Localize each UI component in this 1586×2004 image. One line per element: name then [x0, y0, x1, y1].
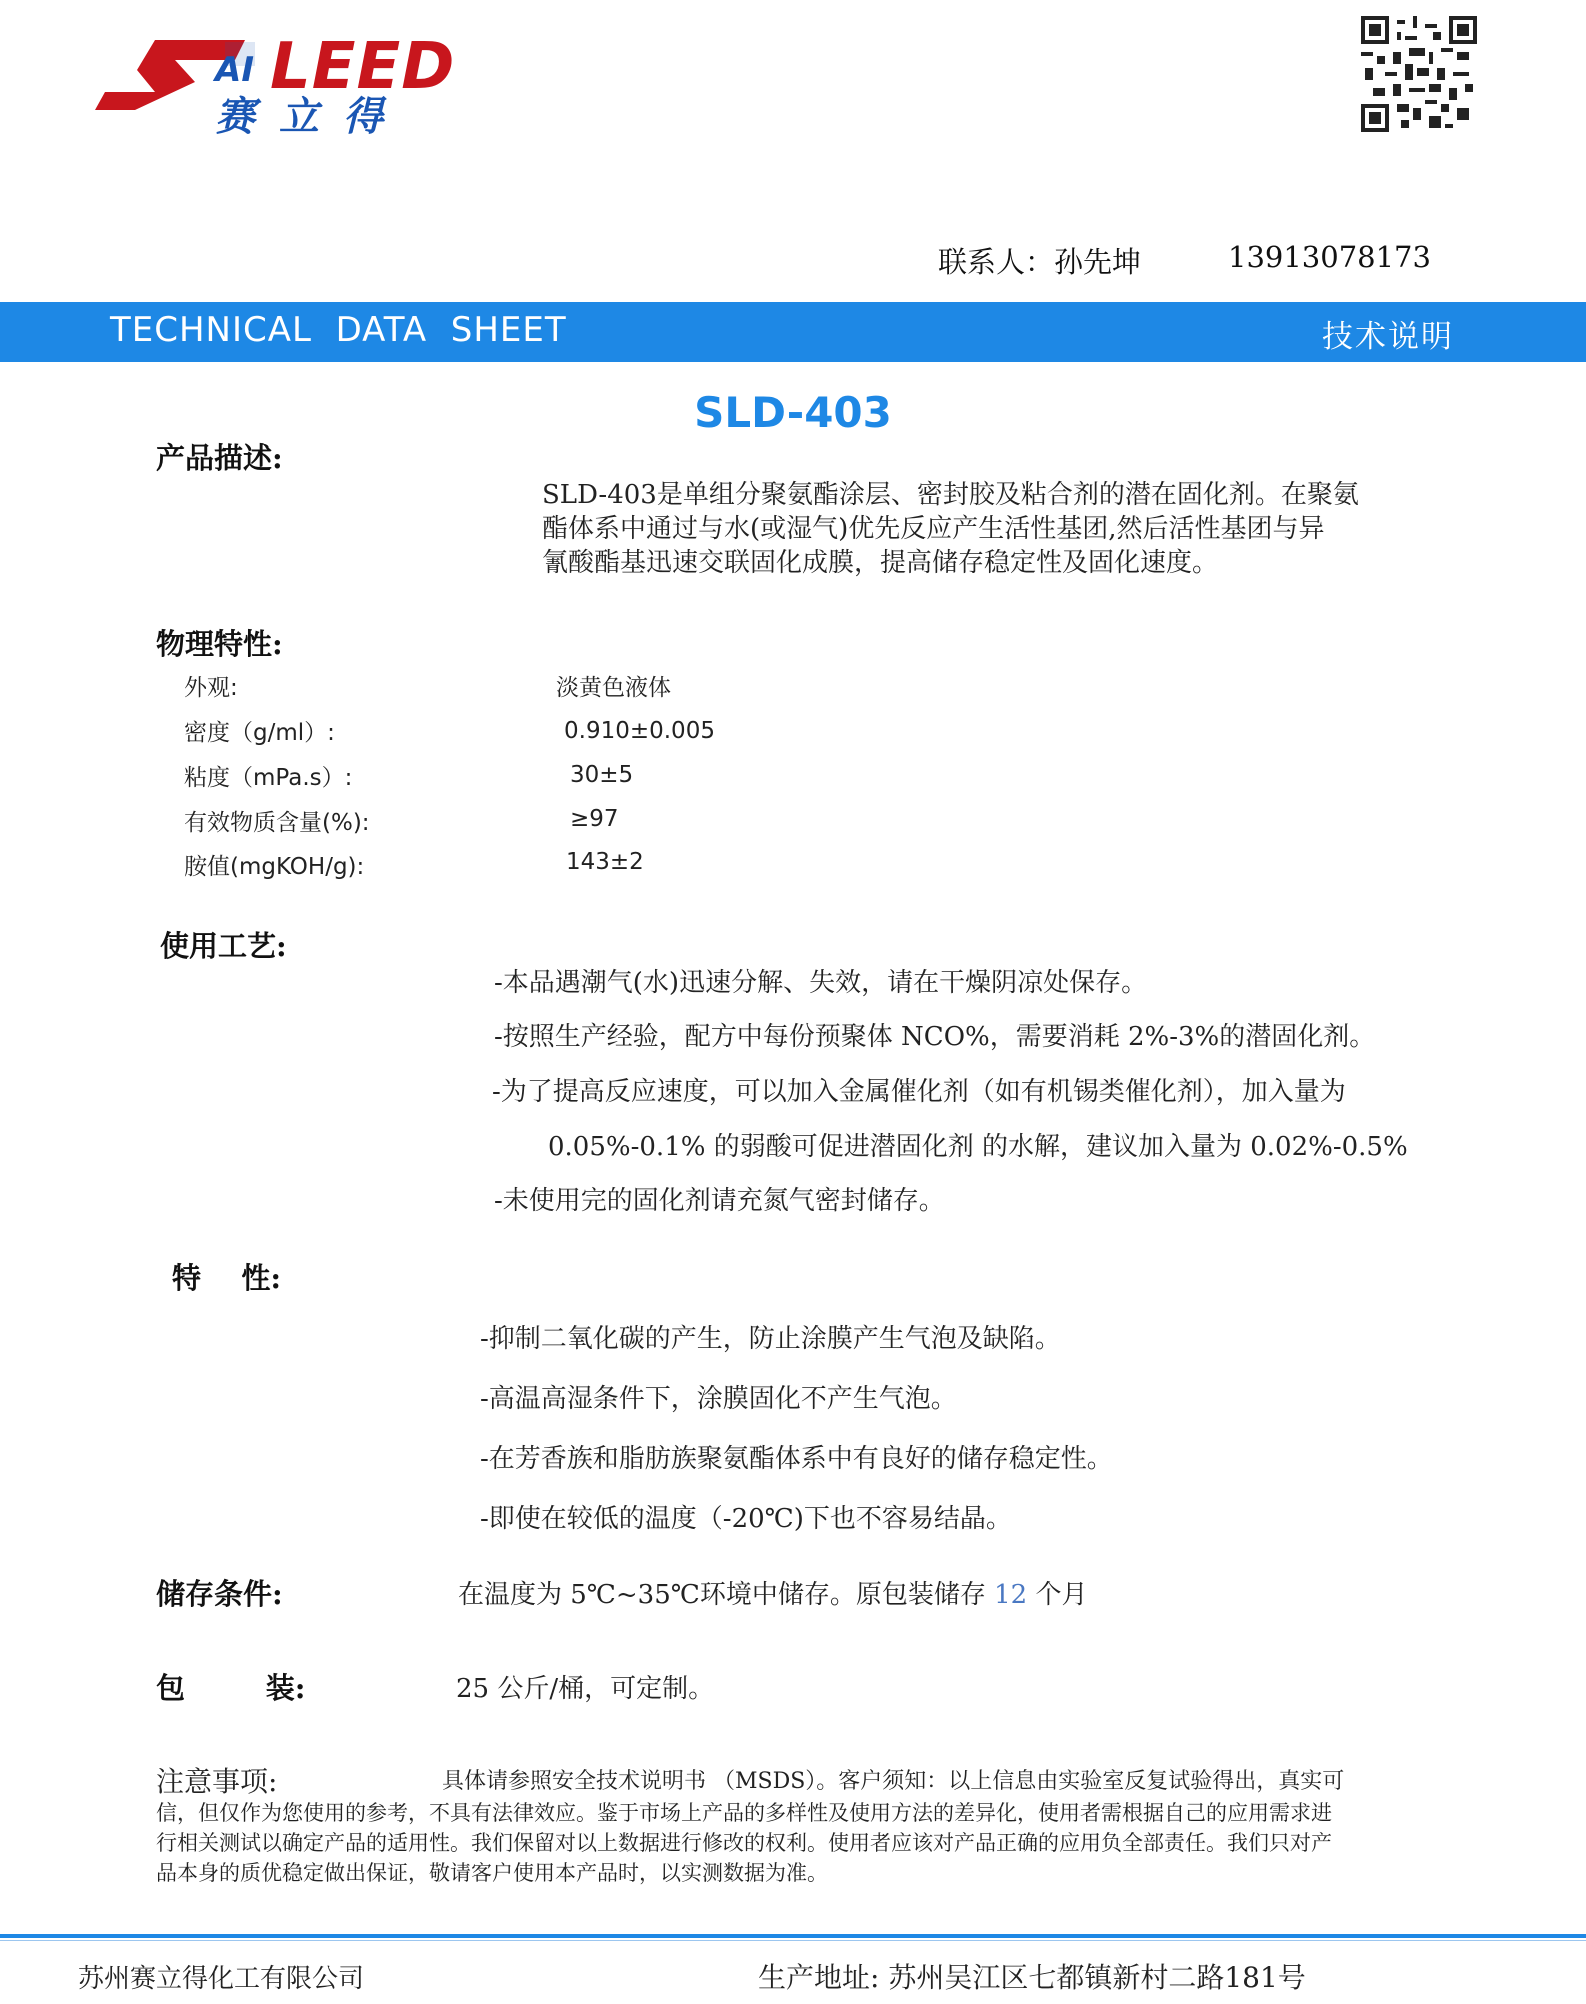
property-value: ≥97 — [570, 806, 619, 832]
footer-company: 苏州赛立得化工有限公司 — [78, 1964, 365, 1994]
feature-line: -抑制二氧化碳的产生，防止涂膜产生气泡及缺陷。 — [480, 1324, 1061, 1354]
feature-line: -即使在较低的温度（-20℃)下也不容易结晶。 — [480, 1504, 1012, 1534]
banner-subtitle: 技术说明 — [1322, 319, 1454, 355]
notice-line: 品本身的质优稳定做出保证，敬请客户使用本产品时，以实测数据为准。 — [156, 1861, 828, 1885]
description-body — [542, 478, 1359, 580]
notice-first-line: 具体请参照安全技术说明书 （MSDS）。客户须知：以上信息由实验室反复试验得出，真实可 — [442, 1769, 1345, 1794]
property-label: 有效物质含量(%): — [184, 810, 370, 836]
contact-person: 联系人：孙先坤 — [938, 245, 1142, 279]
process-line: -本品遇潮气(水)迅速分解、失效，请在干燥阴凉处保存。 — [494, 968, 1148, 998]
footer-divider-thin — [0, 1940, 1586, 1941]
property-label: 密度（g/ml）: — [184, 720, 335, 746]
notice-line: 信，但仅作为您使用的参考，不具有法律效应。鉴于市场上产品的多样性及使用方法的差异化，使用者需根据自己的应用需求进 — [156, 1801, 1332, 1825]
notice-body — [156, 1798, 1502, 1888]
description-heading: 产品描述: — [156, 441, 283, 475]
description-line: 氰酸酯基迅速交联固化成膜，提高储存稳定性及固化速度。 — [542, 548, 1219, 578]
property-value: 30±5 — [570, 762, 634, 788]
storage-text-a: 在温度为 5℃~35℃环境中储存。原包装储存 — [458, 1580, 995, 1610]
packaging-heading: 包 装: — [156, 1671, 306, 1705]
logo-chinese: 赛立得 — [215, 94, 407, 140]
feature-line: -高温高湿条件下，涂膜固化不产生气泡。 — [480, 1384, 957, 1414]
property-label: 粘度（mPa.s）: — [184, 765, 353, 791]
process-line: -按照生产经验，配方中每份预聚体 NCO%，需要消耗 2%-3%的潜固化剂。 — [494, 1022, 1376, 1052]
header-banner — [0, 302, 1586, 362]
qr-code-icon — [1360, 16, 1478, 132]
logo-word: LEED — [270, 30, 456, 104]
process-line: -为了提高反应速度，可以加入金属催化剂（如有机锡类催化剂），加入量为 — [492, 1077, 1346, 1107]
storage-text — [458, 1574, 1087, 1611]
physical-heading: 物理特性: — [156, 627, 283, 661]
feature-line: -在芳香族和脂肪族聚氨酯体系中有良好的储存稳定性。 — [480, 1444, 1113, 1474]
storage-heading: 储存条件: — [156, 1577, 283, 1611]
property-label: 胺值(mgKOH/g): — [184, 854, 365, 880]
property-value: 淡黄色液体 — [556, 675, 671, 701]
property-value: 143±2 — [566, 849, 644, 875]
storage-text-b: 个月 — [1027, 1580, 1088, 1610]
property-label: 外观: — [184, 675, 238, 701]
logo-ai-text: AI — [215, 50, 254, 90]
process-line: -未使用完的固化剂请充氮气密封储存。 — [494, 1186, 945, 1216]
qr-code — [1360, 16, 1478, 132]
company-logo — [95, 30, 465, 140]
notice-heading: 注意事项: — [156, 1765, 278, 1798]
footer-address: 生产地址: 苏州吴江区七都镇新村二路181号 — [758, 1961, 1306, 1994]
description-line: 酯体系中通过与水(或湿气)优先反应产生活性基团,然后活性基团与异 — [542, 514, 1325, 544]
footer-divider — [0, 1934, 1586, 1938]
property-value: 0.910±0.005 — [564, 718, 715, 744]
banner-title: TECHNICAL DATA SHEET — [110, 310, 567, 350]
description-line: SLD-403是单组分聚氨酯涂层、密封胶及粘合剂的潜在固化剂。在聚氨 — [542, 480, 1359, 510]
product-title: SLD-403 — [694, 388, 892, 437]
storage-months: 12 — [994, 1580, 1028, 1610]
features-heading: 特 性: — [172, 1261, 282, 1295]
contact-phone: 13913078173 — [1228, 240, 1431, 274]
packaging-text: 25 公斤/桶，可定制。 — [456, 1674, 715, 1704]
process-heading: 使用工艺: — [160, 929, 287, 963]
notice-line: 行相关测试以确定产品的适用性。我们保留对以上数据进行修改的权利。使用者应该对产品正确的应用负全部责任。我们只对产 — [156, 1831, 1332, 1855]
process-line: 0.05%-0.1% 的弱酸可促进潜固化剂 的水解，建议加入量为 0.02%-0.5% — [548, 1132, 1408, 1162]
